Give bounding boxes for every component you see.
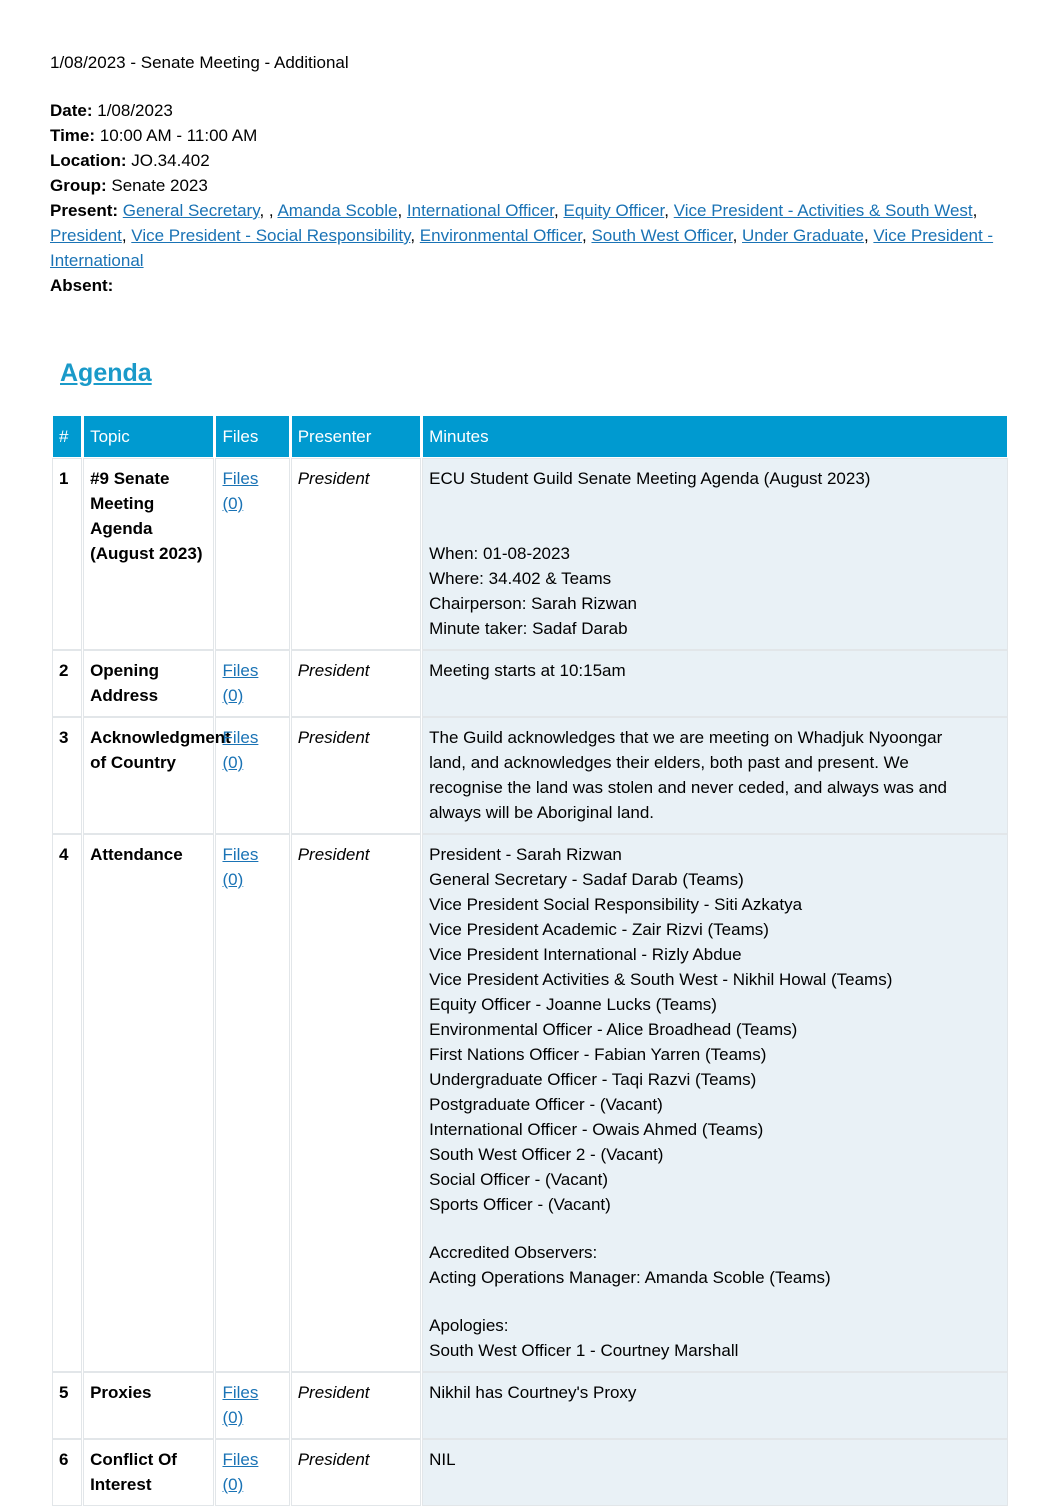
meeting-meta [50, 98, 1010, 298]
files-link[interactable]: Files (0) [222, 1383, 259, 1427]
minutes-spacer [429, 491, 1001, 516]
minutes-line: Vice President Social Responsibility - Siti Azkatya [429, 895, 803, 914]
minutes-line: Social Officer - (Vacant) [429, 1170, 608, 1189]
time-value: 10:00 AM - 11:00 AM [99, 126, 258, 145]
header-num: # [53, 416, 81, 457]
files-link[interactable]: Files (0) [222, 469, 259, 513]
row-number: 4 [53, 835, 81, 1371]
row-number: 3 [53, 718, 81, 833]
row-number: 1 [53, 459, 81, 649]
row-files-cell [216, 835, 288, 1371]
present-member-link[interactable]: Under Graduate [742, 226, 864, 245]
agenda-heading-link[interactable]: Agenda [60, 359, 152, 387]
present-member-link[interactable]: General Secretary [122, 201, 260, 220]
minutes-line: Environmental Officer - Alice Broadhead (Teams) [429, 1020, 798, 1039]
files-link[interactable]: Files (0) [222, 661, 259, 705]
minutes-line: Sports Officer - (Vacant) [429, 1195, 611, 1214]
header-files: Files [216, 416, 288, 457]
row-number: 5 [53, 1373, 81, 1438]
row-topic: Attendance [84, 835, 213, 1371]
present-list: General Secretary, , Amanda Scoble, International Officer, Equity Officer, Vice President - Activities & South West, President, Vice President - Social Responsibility, Environmental Officer, South West Officer, Under Graduate, Vice President - International [50, 201, 994, 270]
table-row [53, 835, 1007, 1371]
document-page [50, 50, 1010, 298]
minutes-line: Vice President Activities & South West - Nikhil Howal (Teams) [429, 970, 893, 989]
location-row [50, 148, 1010, 173]
present-member-link[interactable]: Amanda Scoble [277, 201, 398, 220]
row-files-cell [216, 651, 288, 716]
document-title: 1/08/2023 - Senate Meeting - Additional [50, 53, 349, 72]
minutes-line: South West Officer 2 - (Vacant) [429, 1145, 664, 1164]
row-presenter: President [292, 459, 420, 649]
minutes-line: The Guild acknowledges that we are meeting on Whadjuk Nyoongar [429, 728, 943, 747]
row-number: 2 [53, 651, 81, 716]
files-link[interactable]: Files (0) [222, 728, 259, 772]
header-minutes: Minutes [423, 416, 1007, 457]
row-number: 6 [53, 1440, 81, 1505]
minutes-line: First Nations Officer - Fabian Yarren (Teams) [429, 1045, 767, 1064]
row-presenter: President [292, 1440, 420, 1505]
row-presenter: President [292, 835, 420, 1371]
minutes-line: South West Officer 1 - Courtney Marshall [429, 1341, 739, 1360]
row-topic: Conflict Of Interest [84, 1440, 213, 1505]
table-row [53, 459, 1007, 649]
group-value: Senate 2023 [111, 176, 208, 195]
row-minutes [423, 1373, 1007, 1438]
row-topic: Acknowledgment of Country [84, 718, 213, 833]
row-minutes [423, 718, 1007, 833]
minutes-spacer [429, 1290, 1001, 1313]
row-files-cell [216, 718, 288, 833]
row-files-cell [216, 459, 288, 649]
minutes-line: President - Sarah Rizwan [429, 845, 622, 864]
minutes-line: Meeting starts at 10:15am [429, 661, 626, 680]
minutes-line: land, and acknowledges their elders, both past and present. We [429, 753, 909, 772]
row-presenter: President [292, 1373, 420, 1438]
minutes-line: Postgraduate Officer - (Vacant) [429, 1095, 663, 1114]
row-files-cell [216, 1373, 288, 1438]
minutes-line: Apologies: [429, 1316, 509, 1335]
files-link[interactable]: Files (0) [222, 845, 259, 889]
minutes-spacer [429, 516, 1001, 541]
minutes-line: recognise the land was stolen and never ceded, and always was and [429, 778, 947, 797]
minutes-line: Vice President International - Rizly Abdue [429, 945, 742, 964]
present-member-link[interactable]: Environmental Officer [419, 226, 583, 245]
row-files-cell [216, 1440, 288, 1505]
present-member-link[interactable]: South West Officer [591, 226, 733, 245]
present-member-link[interactable]: Vice President - Social Responsibility [131, 226, 411, 245]
location-label: Location: [50, 151, 127, 170]
location-value: JO.34.402 [131, 151, 210, 170]
row-topic: Proxies [84, 1373, 213, 1438]
absent-row [50, 273, 1010, 298]
files-link[interactable]: Files (0) [222, 1450, 259, 1494]
row-presenter: President [292, 651, 420, 716]
table-row [53, 1373, 1007, 1438]
minutes-spacer [429, 1217, 1001, 1240]
row-minutes [423, 459, 1007, 649]
present-row [50, 198, 1010, 273]
row-topic: Opening Address [84, 651, 213, 716]
minutes-line: ECU Student Guild Senate Meeting Agenda (August 2023) [429, 469, 871, 488]
minutes-line: When: 01-08-2023 [429, 544, 570, 563]
agenda-header-row [53, 416, 1007, 457]
present-label: Present: [50, 201, 119, 220]
minutes-line: Where: 34.402 & Teams [429, 569, 612, 588]
group-label: Group: [50, 176, 107, 195]
minutes-line: NIL [429, 1450, 456, 1469]
header-presenter: Presenter [292, 416, 420, 457]
minutes-line: Acting Operations Manager: Amanda Scoble (Teams) [429, 1268, 831, 1287]
row-minutes [423, 835, 1007, 1371]
row-minutes [423, 1440, 1007, 1505]
present-member-link[interactable]: President [50, 226, 122, 245]
minutes-line: Undergraduate Officer - Taqi Razvi (Teams) [429, 1070, 757, 1089]
row-minutes [423, 651, 1007, 716]
present-member-link[interactable]: International Officer [406, 201, 555, 220]
table-row [53, 1440, 1007, 1505]
group-row [50, 173, 1010, 198]
date-row [50, 98, 1010, 123]
minutes-line: Minute taker: Sadaf Darab [429, 619, 628, 638]
minutes-line: Accredited Observers: [429, 1243, 598, 1262]
minutes-line: Vice President Academic - Zair Rizvi (Teams) [429, 920, 769, 939]
agenda-table [50, 414, 1010, 1507]
header-topic: Topic [84, 416, 213, 457]
minutes-line: always will be Aboriginal land. [429, 803, 655, 822]
minutes-line: Equity Officer - Joanne Lucks (Teams) [429, 995, 717, 1014]
present-member-link[interactable]: Equity Officer [563, 201, 665, 220]
table-row [53, 651, 1007, 716]
absent-label: Absent: [50, 276, 114, 295]
date-value: 1/08/2023 [97, 101, 173, 120]
minutes-line: General Secretary - Sadaf Darab (Teams) [429, 870, 744, 889]
row-topic: #9 Senate Meeting Agenda (August 2023) [84, 459, 213, 649]
time-row [50, 123, 1010, 148]
minutes-line: Chairperson: Sarah Rizwan [429, 594, 637, 613]
date-label: Date: [50, 101, 93, 120]
present-member-link[interactable]: Vice President - International [50, 226, 994, 270]
time-label: Time: [50, 126, 96, 145]
minutes-line: Nikhil has Courtney's Proxy [429, 1383, 637, 1402]
table-row [53, 718, 1007, 833]
row-presenter: President [292, 718, 420, 833]
present-member-link[interactable]: Vice President - Activities & South West [673, 201, 973, 220]
minutes-line: International Officer - Owais Ahmed (Teams) [429, 1120, 764, 1139]
